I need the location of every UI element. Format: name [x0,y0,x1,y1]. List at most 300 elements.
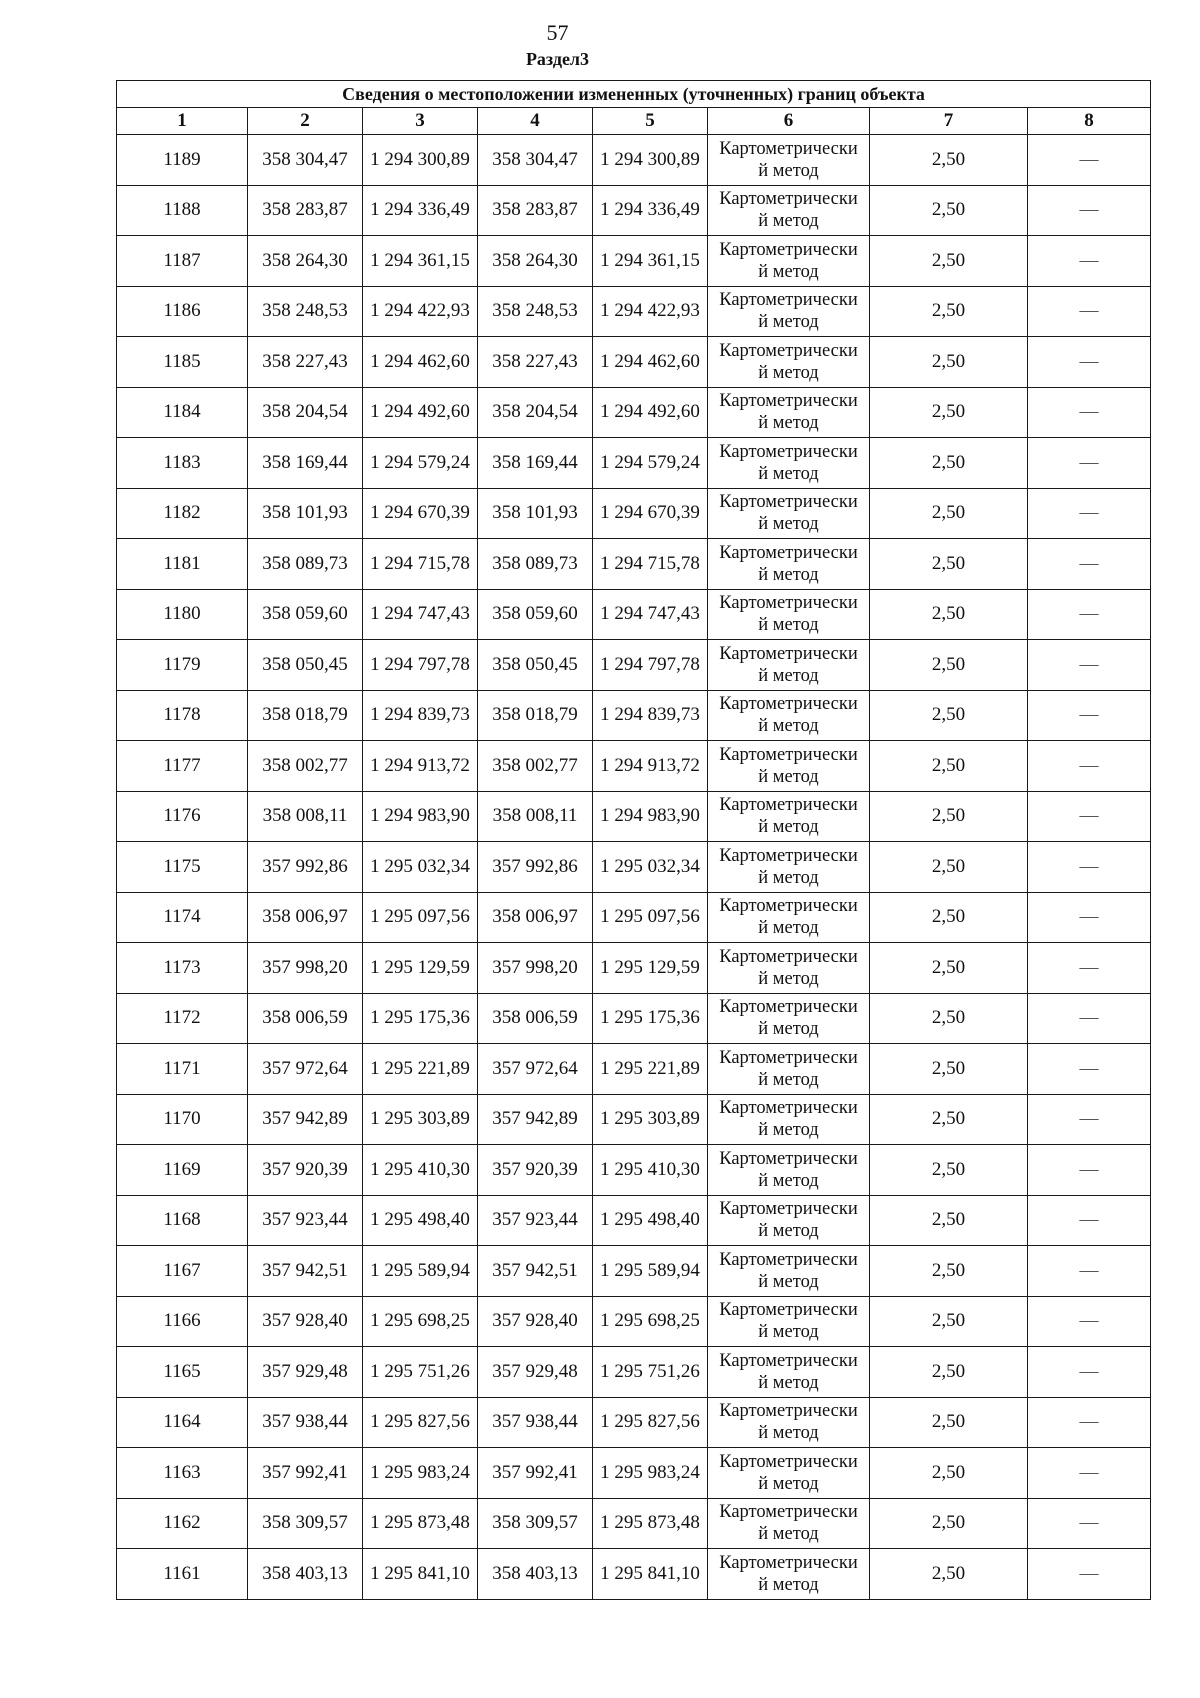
y-existing-cell: 1 294 336,49 [363,185,478,236]
table-row [117,1145,1151,1196]
y-refined-cell: 1 295 873,48 [593,1498,708,1549]
method-line: Картометрически [719,290,858,311]
method-cell [708,1498,870,1549]
x-existing-cell: 357 942,89 [248,1094,363,1145]
method-line: й метод [758,1019,819,1040]
point-number-cell: 1189 [117,135,248,186]
y-refined-cell: 1 294 747,43 [593,589,708,640]
method-cell [708,1347,870,1398]
coordinates-table [116,80,1151,1600]
y-existing-cell: 1 295 983,24 [363,1448,478,1499]
point-number-cell: 1187 [117,236,248,287]
method-cell [708,892,870,943]
method-cell [708,387,870,438]
accuracy-cell: 2,50 [870,337,1028,388]
accuracy-cell: 2,50 [870,185,1028,236]
method-line: й метод [758,1170,819,1191]
column-number: 2 [248,108,363,135]
y-refined-cell: 1 294 579,24 [593,438,708,489]
note-cell: — [1028,892,1151,943]
note-cell: — [1028,589,1151,640]
method-line: й метод [758,362,819,383]
point-number-cell: 1163 [117,1448,248,1499]
x-refined-cell: 358 204,54 [478,387,593,438]
x-existing-cell: 358 403,13 [248,1549,363,1600]
table-row [117,741,1151,792]
y-refined-cell: 1 294 797,78 [593,640,708,691]
table-row [117,1246,1151,1297]
column-number: 8 [1028,108,1151,135]
method-cell [708,539,870,590]
method-cell [708,185,870,236]
y-refined-cell: 1 295 221,89 [593,1044,708,1095]
note-cell: — [1028,1397,1151,1448]
accuracy-cell: 2,50 [870,640,1028,691]
y-refined-cell: 1 295 589,94 [593,1246,708,1297]
column-number: 1 [117,108,248,135]
y-refined-cell: 1 294 300,89 [593,135,708,186]
y-refined-cell: 1 295 827,56 [593,1397,708,1448]
x-existing-cell: 357 929,48 [248,1347,363,1398]
note-cell: — [1028,1296,1151,1347]
method-cell [708,438,870,489]
method-cell [708,1145,870,1196]
method-line: Картометрически [719,896,858,917]
point-number-cell: 1162 [117,1498,248,1549]
y-existing-cell: 1 294 670,39 [363,488,478,539]
accuracy-cell: 2,50 [870,1397,1028,1448]
x-existing-cell: 358 227,43 [248,337,363,388]
method-cell [708,640,870,691]
table-row [117,1397,1151,1448]
method-line: й метод [758,261,819,282]
y-existing-cell: 1 295 129,59 [363,943,478,994]
method-line: й метод [758,312,819,333]
x-refined-cell: 358 006,97 [478,892,593,943]
y-refined-cell: 1 295 498,40 [593,1195,708,1246]
x-existing-cell: 358 204,54 [248,387,363,438]
accuracy-cell: 2,50 [870,589,1028,640]
method-cell [708,943,870,994]
accuracy-cell: 2,50 [870,741,1028,792]
point-number-cell: 1186 [117,286,248,337]
point-number-cell: 1175 [117,842,248,893]
y-refined-cell: 1 295 983,24 [593,1448,708,1499]
table-row [117,589,1151,640]
accuracy-cell: 2,50 [870,993,1028,1044]
point-number-cell: 1171 [117,1044,248,1095]
table-title-row [117,81,1151,108]
note-cell: — [1028,1044,1151,1095]
accuracy-cell: 2,50 [870,690,1028,741]
method-line: Картометрически [719,1451,858,1472]
point-number-cell: 1188 [117,185,248,236]
y-existing-cell: 1 295 097,56 [363,892,478,943]
method-line: й метод [758,1271,819,1292]
x-refined-cell: 358 264,30 [478,236,593,287]
method-cell [708,842,870,893]
x-refined-cell: 357 942,89 [478,1094,593,1145]
accuracy-cell: 2,50 [870,1195,1028,1246]
y-refined-cell: 1 294 336,49 [593,185,708,236]
table-row [117,1347,1151,1398]
y-existing-cell: 1 294 492,60 [363,387,478,438]
x-existing-cell: 358 101,93 [248,488,363,539]
method-line: й метод [758,1574,819,1595]
y-existing-cell: 1 295 175,36 [363,993,478,1044]
note-cell: — [1028,1549,1151,1600]
table-row [117,236,1151,287]
accuracy-cell: 2,50 [870,438,1028,489]
point-number-cell: 1170 [117,1094,248,1145]
accuracy-cell: 2,50 [870,842,1028,893]
note-cell: — [1028,993,1151,1044]
point-number-cell: 1185 [117,337,248,388]
point-number-cell: 1168 [117,1195,248,1246]
x-refined-cell: 358 304,47 [478,135,593,186]
method-line: Картометрически [719,1401,858,1422]
point-number-cell: 1184 [117,387,248,438]
accuracy-cell: 2,50 [870,1347,1028,1398]
accuracy-cell: 2,50 [870,892,1028,943]
x-refined-cell: 358 309,57 [478,1498,593,1549]
x-existing-cell: 358 006,59 [248,993,363,1044]
point-number-cell: 1166 [117,1296,248,1347]
table-row [117,438,1151,489]
y-existing-cell: 1 294 715,78 [363,539,478,590]
x-refined-cell: 358 283,87 [478,185,593,236]
note-cell: — [1028,1246,1151,1297]
note-cell: — [1028,1094,1151,1145]
x-existing-cell: 358 169,44 [248,438,363,489]
method-line: й метод [758,564,819,585]
method-line: Картометрически [719,946,858,967]
accuracy-cell: 2,50 [870,1448,1028,1499]
method-line: й метод [758,665,819,686]
x-existing-cell: 357 992,86 [248,842,363,893]
x-refined-cell: 358 018,79 [478,690,593,741]
y-existing-cell: 1 295 589,94 [363,1246,478,1297]
method-cell [708,791,870,842]
table-row [117,1094,1151,1145]
x-existing-cell: 358 008,11 [248,791,363,842]
note-cell: — [1028,1448,1151,1499]
method-cell [708,1195,870,1246]
table-row [117,1195,1151,1246]
method-line: Картометрически [719,391,858,412]
y-existing-cell: 1 295 032,34 [363,842,478,893]
note-cell: — [1028,741,1151,792]
method-line: Картометрически [719,340,858,361]
y-refined-cell: 1 294 983,90 [593,791,708,842]
table-row [117,640,1151,691]
x-refined-cell: 357 942,51 [478,1246,593,1297]
method-line: Картометрически [719,1502,858,1523]
method-cell [708,1549,870,1600]
point-number-cell: 1169 [117,1145,248,1196]
point-number-cell: 1161 [117,1549,248,1600]
table-row [117,488,1151,539]
method-line: Картометрически [719,1249,858,1270]
y-existing-cell: 1 295 498,40 [363,1195,478,1246]
x-existing-cell: 358 248,53 [248,286,363,337]
column-number: 6 [708,108,870,135]
note-cell: — [1028,236,1151,287]
method-line: й метод [758,1524,819,1545]
accuracy-cell: 2,50 [870,1044,1028,1095]
accuracy-cell: 2,50 [870,1498,1028,1549]
table-row [117,1549,1151,1600]
x-existing-cell: 358 050,45 [248,640,363,691]
point-number-cell: 1183 [117,438,248,489]
y-refined-cell: 1 294 670,39 [593,488,708,539]
x-refined-cell: 358 403,13 [478,1549,593,1600]
table-row [117,337,1151,388]
page-number: 57 [546,20,569,45]
y-refined-cell: 1 295 410,30 [593,1145,708,1196]
method-line: Картометрически [719,542,858,563]
note-cell: — [1028,690,1151,741]
y-refined-cell: 1 294 492,60 [593,387,708,438]
note-cell: — [1028,943,1151,994]
method-line: й метод [758,615,819,636]
method-line: й метод [758,1221,819,1242]
point-number-cell: 1176 [117,791,248,842]
method-line: Картометрически [719,744,858,765]
note-cell: — [1028,185,1151,236]
x-existing-cell: 357 928,40 [248,1296,363,1347]
y-existing-cell: 1 294 361,15 [363,236,478,287]
accuracy-cell: 2,50 [870,1094,1028,1145]
method-line: Картометрически [719,643,858,664]
method-line: Картометрически [719,1098,858,1119]
note-cell: — [1028,286,1151,337]
method-line: Картометрически [719,593,858,614]
note-cell: — [1028,842,1151,893]
method-line: й метод [758,463,819,484]
note-cell: — [1028,1195,1151,1246]
note-cell: — [1028,438,1151,489]
note-cell: — [1028,387,1151,438]
point-number-cell: 1178 [117,690,248,741]
x-existing-cell: 357 972,64 [248,1044,363,1095]
method-line: й метод [758,1069,819,1090]
point-number-cell: 1164 [117,1397,248,1448]
y-refined-cell: 1 295 032,34 [593,842,708,893]
x-existing-cell: 358 002,77 [248,741,363,792]
table-row [117,1296,1151,1347]
point-number-cell: 1167 [117,1246,248,1297]
y-refined-cell: 1 294 715,78 [593,539,708,590]
table-row [117,1448,1151,1499]
method-line: й метод [758,867,819,888]
method-cell [708,1448,870,1499]
method-cell [708,589,870,640]
method-cell [708,1044,870,1095]
y-existing-cell: 1 294 579,24 [363,438,478,489]
column-number: 7 [870,108,1028,135]
y-existing-cell: 1 294 422,93 [363,286,478,337]
x-existing-cell: 357 920,39 [248,1145,363,1196]
x-refined-cell: 358 002,77 [478,741,593,792]
y-existing-cell: 1 294 913,72 [363,741,478,792]
method-line: Картометрически [719,441,858,462]
accuracy-cell: 2,50 [870,943,1028,994]
accuracy-cell: 2,50 [870,387,1028,438]
x-refined-cell: 358 248,53 [478,286,593,337]
x-existing-cell: 358 283,87 [248,185,363,236]
method-cell [708,337,870,388]
method-line: й метод [758,413,819,434]
method-cell [708,1246,870,1297]
method-cell [708,236,870,287]
method-line: Картометрически [719,1300,858,1321]
method-cell [708,488,870,539]
method-cell [708,690,870,741]
x-refined-cell: 358 101,93 [478,488,593,539]
y-existing-cell: 1 295 751,26 [363,1347,478,1398]
table-row [117,842,1151,893]
y-existing-cell: 1 295 410,30 [363,1145,478,1196]
x-refined-cell: 358 050,45 [478,640,593,691]
y-refined-cell: 1 295 841,10 [593,1549,708,1600]
method-cell [708,1094,870,1145]
x-existing-cell: 358 006,97 [248,892,363,943]
y-existing-cell: 1 295 873,48 [363,1498,478,1549]
y-existing-cell: 1 294 797,78 [363,640,478,691]
note-cell: — [1028,640,1151,691]
accuracy-cell: 2,50 [870,488,1028,539]
x-refined-cell: 357 938,44 [478,1397,593,1448]
y-refined-cell: 1 294 462,60 [593,337,708,388]
x-refined-cell: 357 992,86 [478,842,593,893]
x-existing-cell: 358 309,57 [248,1498,363,1549]
table-row [117,1498,1151,1549]
x-existing-cell: 358 264,30 [248,236,363,287]
y-existing-cell: 1 295 221,89 [363,1044,478,1095]
y-refined-cell: 1 294 361,15 [593,236,708,287]
x-existing-cell: 358 304,47 [248,135,363,186]
x-refined-cell: 357 972,64 [478,1044,593,1095]
x-refined-cell: 358 169,44 [478,438,593,489]
y-refined-cell: 1 295 097,56 [593,892,708,943]
x-existing-cell: 358 059,60 [248,589,363,640]
x-refined-cell: 358 227,43 [478,337,593,388]
method-line: Картометрически [719,795,858,816]
table-row [117,135,1151,186]
point-number-cell: 1182 [117,488,248,539]
column-number: 5 [593,108,708,135]
x-existing-cell: 357 998,20 [248,943,363,994]
method-line: Картометрически [719,694,858,715]
method-line: й метод [758,160,819,181]
y-existing-cell: 1 294 983,90 [363,791,478,842]
x-existing-cell: 357 942,51 [248,1246,363,1297]
y-refined-cell: 1 294 422,93 [593,286,708,337]
table-row [117,690,1151,741]
point-number-cell: 1172 [117,993,248,1044]
method-line: Картометрически [719,1199,858,1220]
method-line: Картометрически [719,1552,858,1573]
y-existing-cell: 1 294 747,43 [363,589,478,640]
accuracy-cell: 2,50 [870,1145,1028,1196]
table-body [117,135,1151,1600]
x-refined-cell: 357 992,41 [478,1448,593,1499]
method-cell [708,741,870,792]
y-existing-cell: 1 295 827,56 [363,1397,478,1448]
y-existing-cell: 1 294 300,89 [363,135,478,186]
x-refined-cell: 357 929,48 [478,1347,593,1398]
method-line: й метод [758,211,819,232]
point-number-cell: 1181 [117,539,248,590]
table-row [117,1044,1151,1095]
y-refined-cell: 1 294 839,73 [593,690,708,741]
y-existing-cell: 1 295 698,25 [363,1296,478,1347]
table-row [117,791,1151,842]
method-line: й метод [758,918,819,939]
method-line: Картометрически [719,1047,858,1068]
accuracy-cell: 2,50 [870,1549,1028,1600]
method-line: Картометрически [719,189,858,210]
accuracy-cell: 2,50 [870,236,1028,287]
method-cell [708,1296,870,1347]
x-existing-cell: 357 923,44 [248,1195,363,1246]
note-cell: — [1028,1347,1151,1398]
accuracy-cell: 2,50 [870,1296,1028,1347]
point-number-cell: 1174 [117,892,248,943]
x-refined-cell: 357 928,40 [478,1296,593,1347]
table-title: Сведения о местоположении измененных (уточненных) границ объекта [117,81,1151,108]
table-row [117,286,1151,337]
x-existing-cell: 357 992,41 [248,1448,363,1499]
note-cell: — [1028,488,1151,539]
y-existing-cell: 1 295 841,10 [363,1549,478,1600]
note-cell: — [1028,337,1151,388]
note-cell: — [1028,1145,1151,1196]
method-cell [708,135,870,186]
point-number-cell: 1180 [117,589,248,640]
method-line: й метод [758,1423,819,1444]
y-existing-cell: 1 295 303,89 [363,1094,478,1145]
y-refined-cell: 1 295 698,25 [593,1296,708,1347]
method-line: й метод [758,968,819,989]
y-refined-cell: 1 295 175,36 [593,993,708,1044]
method-line: Картометрически [719,239,858,260]
method-line: й метод [758,1473,819,1494]
accuracy-cell: 2,50 [870,1246,1028,1297]
y-refined-cell: 1 294 913,72 [593,741,708,792]
method-line: й метод [758,766,819,787]
x-refined-cell: 358 089,73 [478,539,593,590]
accuracy-cell: 2,50 [870,539,1028,590]
table-row [117,993,1151,1044]
method-line: й метод [758,817,819,838]
x-refined-cell: 358 006,59 [478,993,593,1044]
column-numbers-row [117,108,1151,135]
note-cell: — [1028,1498,1151,1549]
x-existing-cell: 358 089,73 [248,539,363,590]
method-cell [708,993,870,1044]
point-number-cell: 1173 [117,943,248,994]
note-cell: — [1028,135,1151,186]
table-row [117,892,1151,943]
method-cell [708,1397,870,1448]
x-existing-cell: 357 938,44 [248,1397,363,1448]
method-line: Картометрически [719,997,858,1018]
column-number: 3 [363,108,478,135]
note-cell: — [1028,791,1151,842]
section-title: Раздел3 [525,49,590,69]
